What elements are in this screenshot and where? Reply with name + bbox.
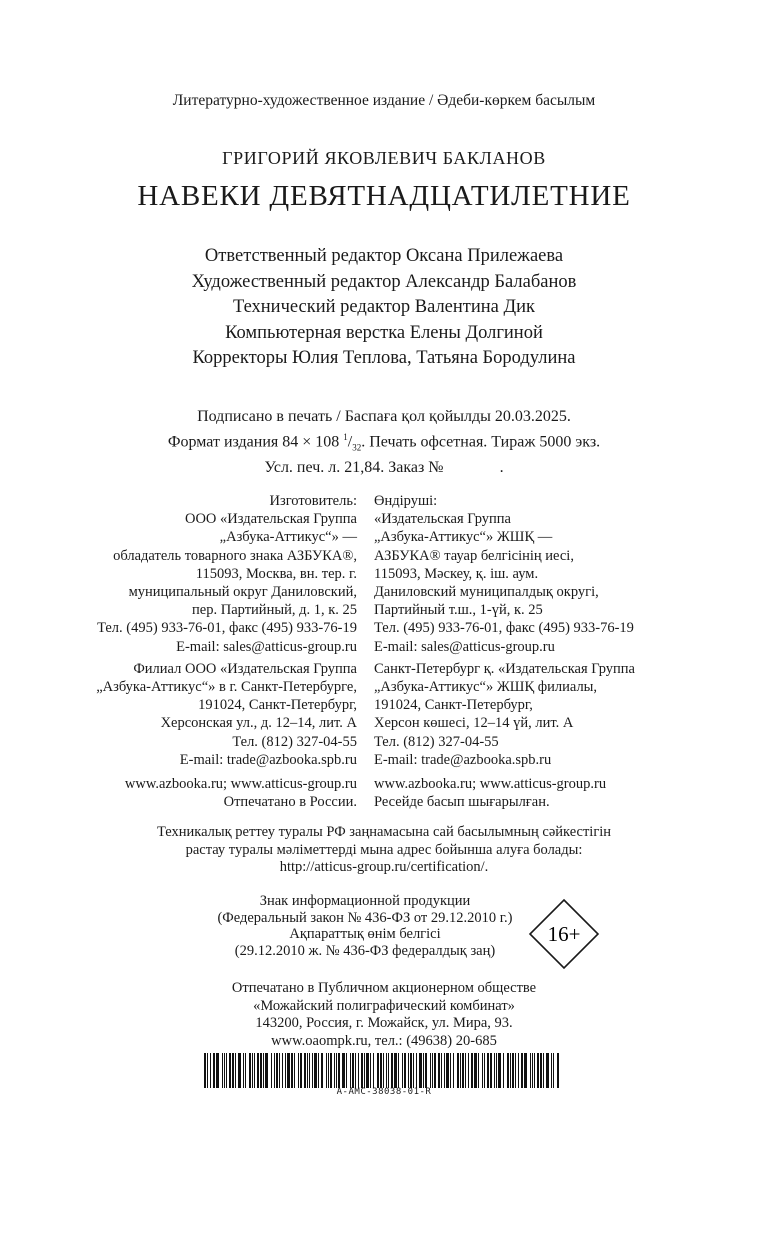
branch-kz-line: Санкт-Петербург қ. «Издательская Группа [374, 660, 635, 677]
barcode-bar [482, 1053, 483, 1088]
cert-line: растау туралы мәліметтерді мына адрес бойынша алуға болады: [185, 841, 583, 858]
barcode-bar [334, 1053, 335, 1088]
staff-line: Ответственный редактор Оксана Прилежаева [204, 246, 564, 266]
barcode-bar [222, 1053, 223, 1088]
barcode-bar [551, 1053, 552, 1088]
barcode-bar [507, 1053, 509, 1088]
barcode-bar [309, 1053, 310, 1088]
barcode-bar [423, 1053, 424, 1088]
maker-kz-line: Өндіруші: [374, 493, 438, 509]
barcode-bar [377, 1053, 379, 1088]
barcode-bar [460, 1053, 461, 1088]
maker-kz-line: Даниловский муниципалдық округі, [374, 584, 599, 601]
barcode-bar [352, 1053, 354, 1088]
barcode-bar [383, 1053, 384, 1088]
barcode-bar [471, 1053, 473, 1088]
info-product-sign [190, 893, 540, 959]
maker-ru-line: 115093, Москва, вн. тер. г. [195, 565, 357, 582]
barcode-bar [450, 1053, 451, 1088]
barcode-bar [468, 1053, 469, 1088]
maker-kz-line: E-mail: sales@atticus-group.ru [374, 638, 555, 655]
barcode-bar [271, 1053, 272, 1088]
barcode-bar [404, 1053, 406, 1088]
barcode-bar [498, 1053, 501, 1088]
format-suffix: . Печать офсетная. Тираж 5000 экз. [361, 433, 601, 451]
maker-kz-line: „Азбука-Аттикус“» ЖШҚ — [374, 529, 553, 546]
barcode-bar [537, 1053, 539, 1088]
barcode-bar [210, 1053, 211, 1088]
maker-kz-line: Партийный т.ш., 1-үй, к. 25 [374, 602, 543, 619]
barcode-bar [287, 1053, 290, 1088]
barcode-bar [524, 1053, 527, 1088]
age-rating-text: 16+ [547, 922, 581, 946]
branch-kz-line: Тел. (812) 327-04-55 [374, 733, 499, 750]
barcode-bar [438, 1053, 440, 1088]
barcode-bar [338, 1053, 340, 1088]
barcode-bar [373, 1053, 374, 1088]
barcode-bar [474, 1053, 477, 1088]
barcode-bar [534, 1053, 535, 1088]
maker-ru-line: „Азбука-Аттикус“» — [219, 529, 357, 546]
barcode-bar [243, 1053, 244, 1088]
certification-note [0, 824, 768, 877]
cert-url: http://atticus-group.ru/certification/. [279, 859, 489, 875]
barcode-bar [265, 1053, 268, 1088]
barcode-bar [553, 1053, 554, 1088]
barcode-bar [291, 1053, 293, 1088]
barcode-bar [204, 1053, 206, 1088]
maker-ru-line: обладатель товарного знака АЗБУКА®, [113, 547, 357, 564]
printer-line: 143200, Россия, г. Можайск, ул. Мира, 93. [255, 1015, 513, 1031]
barcode-bar [432, 1053, 433, 1088]
barcode-bar [462, 1053, 464, 1088]
format-denominator: 32 [352, 442, 362, 453]
barcode-bar [434, 1053, 436, 1088]
barcode-bar [446, 1053, 449, 1088]
barcode-bar [350, 1053, 351, 1088]
book-title: НАВЕКИ ДЕВЯТНАДЦАТИЛЕТНИЕ [137, 180, 631, 212]
format-numerator: 1 [343, 432, 348, 442]
maker-ru-line: E-mail: sales@atticus-group.ru [176, 638, 357, 655]
barcode-bar [226, 1053, 227, 1088]
barcode-bar [235, 1053, 236, 1088]
footer-ru-line: Отпечатано в России. [223, 794, 357, 811]
barcode-bar [494, 1053, 495, 1088]
barcode-bar [263, 1053, 264, 1088]
barcode-bar [304, 1053, 306, 1088]
barcode-bar [386, 1053, 387, 1088]
barcode-bar [257, 1053, 259, 1088]
branch-ru-line: 191024, Санкт-Петербург, [198, 697, 357, 714]
barcode-bar [312, 1053, 313, 1088]
maker-kz-line: 115093, Мәскеу, қ. іш. аум. [374, 565, 539, 582]
barcode-bar [300, 1053, 302, 1088]
branch-ru-line: E-mail: trade@azbooka.spb.ru [179, 751, 357, 768]
barcode-bar [398, 1053, 399, 1088]
barcode-bar [358, 1053, 359, 1088]
info-line: Знак информационной продукции [259, 893, 471, 909]
barcode-bar [391, 1053, 393, 1088]
barcode-bar [342, 1053, 345, 1088]
barcode-bar [490, 1053, 492, 1088]
branch-ru-line: „Азбука-Аттикус“» в г. Санкт-Петербурге, [96, 679, 357, 696]
barcode-bar [307, 1053, 308, 1088]
barcode-bar [213, 1053, 215, 1088]
maker-ru-line: пер. Партийный, д. 1, к. 25 [192, 602, 357, 619]
maker-kz-line: «Издательская Группа [374, 511, 511, 528]
barcode-bar [530, 1053, 531, 1088]
footer-ru-line: www.azbooka.ru; www.atticus-group.ru [124, 776, 357, 793]
barcode-bar [510, 1053, 511, 1088]
barcode-bar [503, 1053, 504, 1088]
barcode-bar [364, 1053, 365, 1088]
barcode-bar [238, 1053, 241, 1088]
barcode-bar [557, 1053, 559, 1088]
barcode-bar [413, 1053, 414, 1088]
barcode-bar [515, 1053, 516, 1088]
barcode-bar [260, 1053, 262, 1088]
barcode-bar [282, 1053, 283, 1088]
format-prefix: Формат издания 84 × 108 [167, 433, 344, 451]
barcode-bar [394, 1053, 397, 1088]
barcode-bar [496, 1053, 497, 1088]
edition-type: Литературно-художественное издание / Әдеби-көркем басылым [172, 92, 596, 109]
barcode-bar [328, 1053, 329, 1088]
maker-ru-line: муниципальный округ Даниловский, [128, 584, 357, 601]
branch-kz-line: Херсон көшесі, 12–14 үй, лит. А [374, 715, 574, 732]
barcode-bar [366, 1053, 369, 1088]
barcode-bar [314, 1053, 317, 1088]
barcode-bar [388, 1053, 389, 1088]
info-line: (29.12.2010 ж. № 436-ФЗ федералдық заң) [234, 942, 496, 959]
barcode-bar [276, 1053, 278, 1088]
signed-date: Подписано в печать / Баспаға қол қойылды 20.03.2025. [197, 408, 571, 425]
barcode-bar [216, 1053, 219, 1088]
barcode-bar [465, 1053, 466, 1088]
barcode-bar [370, 1053, 371, 1088]
barcode-bar [285, 1053, 286, 1088]
barcode-bar [229, 1053, 231, 1088]
barcode-bar [252, 1053, 253, 1088]
barcode-bar [518, 1053, 519, 1088]
staff-credits [0, 244, 768, 372]
staff-line: Художественный редактор Александр Балабанов [191, 271, 577, 292]
barcode-bar [425, 1053, 427, 1088]
barcode-bar [380, 1053, 382, 1088]
barcode-bar [453, 1053, 454, 1088]
order-line: Усл. печ. л. 21,84. Заказ № . [264, 458, 504, 476]
barcode-bar [294, 1053, 295, 1088]
branch-ru-line: Тел. (812) 327-04-55 [232, 733, 357, 750]
info-line: Ақпараттық өнім белгісі [289, 926, 441, 942]
age-rating-badge [528, 898, 600, 970]
print-details [0, 407, 768, 478]
barcode-bar [512, 1053, 514, 1088]
staff-line: Корректоры Юлия Теплова, Татьяна Бородулина [192, 348, 576, 368]
barcode-bar [416, 1053, 417, 1088]
barcode-bar [326, 1053, 327, 1088]
info-line: (Федеральный закон № 436-ФЗ от 29.12.2010 г.) [217, 909, 513, 926]
branch-kz-line: E-mail: trade@azbooka.spb.ru [374, 751, 552, 768]
barcode-bar [274, 1053, 275, 1088]
barcode-bar [546, 1053, 549, 1088]
format-line: Формат издания 84 × 108 $^1/_{32}$. Печать офсетная. Тираж 5000 экз. [167, 432, 601, 453]
maker-ru-line: Тел. (495) 933-76-01, факс (495) 933-76-19 [97, 620, 357, 637]
barcode-bar [521, 1053, 523, 1088]
maker-ru-line: Изготовитель: [269, 493, 357, 509]
barcode-bar [207, 1053, 208, 1088]
branch-kz-line: „Азбука-Аттикус“» ЖШҚ филиалы, [374, 679, 598, 696]
footer-kz-line: www.azbooka.ru; www.atticus-group.ru [374, 776, 607, 793]
branch-ru-line: Херсонская ул., д. 12–14, лит. А [160, 715, 357, 732]
barcode-bar [336, 1053, 337, 1088]
barcode-bar [318, 1053, 319, 1088]
barcode-bar [298, 1053, 299, 1088]
barcode-bar [410, 1053, 412, 1088]
maker-kz-line: Тел. (495) 933-76-01, факс (495) 933-76-19 [374, 620, 634, 637]
publisher-kz [374, 492, 635, 811]
barcode-bar [254, 1053, 255, 1088]
staff-line: Компьютерная верстка Елены Долгиной [225, 322, 543, 343]
barcode-code: A-AMC-38038-01-R [336, 1087, 432, 1097]
branch-ru-line: Филиал ООО «Издательская Группа [133, 660, 357, 677]
barcode-bar [457, 1053, 459, 1088]
printer-line: www.oaompk.ru, тел.: (49638) 20-685 [271, 1032, 497, 1049]
barcode-bar [543, 1053, 544, 1088]
barcode-bar [430, 1053, 431, 1088]
maker-kz-line: АЗБУКА® тауар белгісінің иесі, [374, 547, 574, 564]
barcode-bar [444, 1053, 445, 1088]
branch-kz-line: 191024, Санкт-Петербург, [374, 697, 533, 714]
staff-line: Технический редактор Валентина Дик [232, 297, 536, 317]
barcode-bar [232, 1053, 234, 1088]
printer-line: «Можайский полиграфический комбинат» [253, 997, 515, 1014]
barcode-bar [249, 1053, 251, 1088]
barcode-bar [408, 1053, 409, 1088]
barcode-bar [321, 1053, 323, 1088]
barcode-bar [478, 1053, 479, 1088]
barcode-bar [224, 1053, 225, 1088]
author-name: ГРИГОРИЙ ЯКОВЛЕВИЧ БАКЛАНОВ [222, 148, 546, 168]
barcode-bar [330, 1053, 332, 1088]
publisher-ru [96, 492, 357, 811]
barcode-bar [532, 1053, 533, 1088]
barcode-bar [361, 1053, 363, 1088]
barcode-bar [346, 1053, 347, 1088]
barcode-bar [402, 1053, 403, 1088]
barcode-bar [355, 1053, 356, 1088]
maker-ru-line: ООО «Издательская Группа [184, 511, 357, 528]
barcode-bar [419, 1053, 422, 1088]
barcode-bar [540, 1053, 542, 1088]
barcode-bar [487, 1053, 489, 1088]
barcode-bar [441, 1053, 442, 1088]
cert-line: Техникалық реттеу туралы РФ заңнамасына сай басылымның сәйкестігін [156, 824, 612, 840]
barcode-bar [245, 1053, 246, 1088]
barcode [204, 1053, 560, 1088]
footer-kz-line: Ресейде басып шығарылған. [374, 794, 550, 811]
printer-line: Отпечатано в Публичном акционерном обществе [231, 980, 537, 996]
barcode-bar [484, 1053, 485, 1088]
printer-info [0, 980, 768, 1050]
barcode-bar [279, 1053, 280, 1088]
